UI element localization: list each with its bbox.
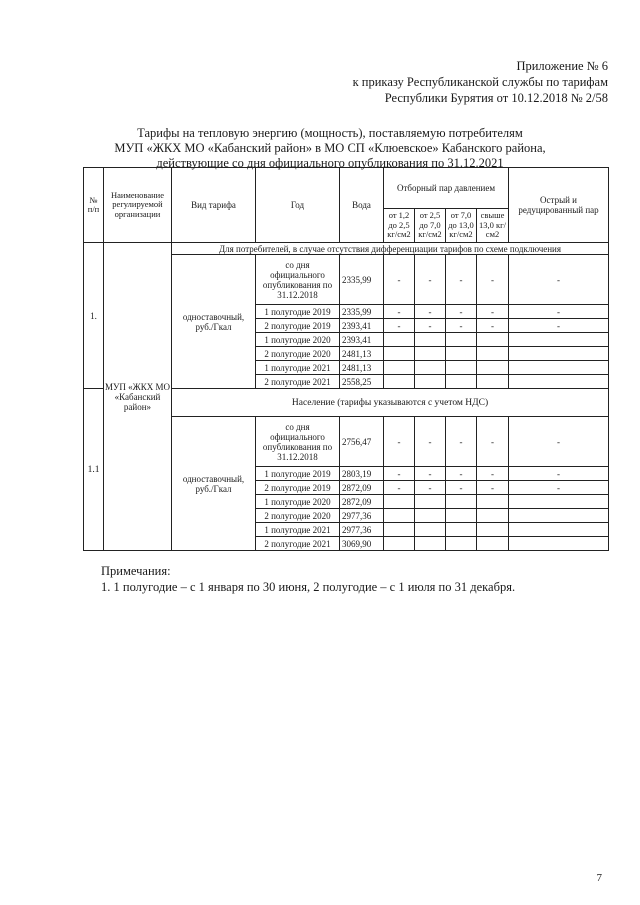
steam-value: -: [509, 319, 609, 333]
steam-value: -: [415, 467, 446, 481]
steam-value: [384, 347, 415, 361]
water-value: 2977,36: [340, 523, 384, 537]
period-cell: 2 полугодие 2019: [256, 481, 340, 495]
steam-value: [384, 375, 415, 389]
steam-value: -: [446, 467, 477, 481]
steam-value: [477, 361, 509, 375]
steam-value: -: [415, 481, 446, 495]
document-title: [60, 126, 600, 171]
period-cell: 1 полугодие 2021: [256, 523, 340, 537]
appendix-line-3: Республики Бурятия от 10.12.2018 № 2/58: [384, 91, 608, 105]
steam-value: -: [446, 481, 477, 495]
steam-value: [446, 523, 477, 537]
steam-value: [446, 509, 477, 523]
steam-value: [446, 375, 477, 389]
water-value: 2335,99: [340, 255, 384, 305]
water-value: 2335,99: [340, 305, 384, 319]
steam-value: [446, 361, 477, 375]
water-value: 2393,41: [340, 319, 384, 333]
steam-value: [415, 347, 446, 361]
steam-value: [477, 347, 509, 361]
steam-value: -: [446, 305, 477, 319]
tariff-type: одноставочный, руб./Гкал: [172, 255, 256, 389]
steam-value: -: [477, 305, 509, 319]
section-label: Население (тарифы указываются с учетом НДС): [172, 389, 609, 417]
tariff-table: [83, 167, 609, 551]
title-line-1: Тарифы на тепловую энергию (мощность), поставляемую потребителям: [137, 126, 523, 140]
steam-value: [384, 333, 415, 347]
title-line-2: МУП «ЖКХ МО «Кабанский район» в МО СП «Клюевское» Кабанского района,: [114, 141, 546, 155]
steam-value: [384, 495, 415, 509]
steam-value: -: [384, 481, 415, 495]
header-year: Год: [256, 168, 340, 243]
steam-value: [384, 509, 415, 523]
steam-value: [415, 495, 446, 509]
steam-value: [384, 523, 415, 537]
steam-value: [446, 495, 477, 509]
steam-value: [509, 361, 609, 375]
steam-value: -: [509, 305, 609, 319]
steam-value: [477, 509, 509, 523]
steam-value: [509, 495, 609, 509]
water-value: 2803,19: [340, 467, 384, 481]
water-value: 2481,13: [340, 347, 384, 361]
steam-value: -: [509, 467, 609, 481]
water-value: 2481,13: [340, 361, 384, 375]
water-value: 2756,47: [340, 417, 384, 467]
steam-value: [477, 495, 509, 509]
steam-value: [477, 375, 509, 389]
period-cell: 2 полугодие 2021: [256, 537, 340, 551]
steam-value: -: [509, 481, 609, 495]
steam-value: -: [415, 255, 446, 305]
steam-value: -: [384, 417, 415, 467]
notes-item-1: 1. 1 полугодие – с 1 января по 30 июня, 2 полугодие – с 1 июля по 31 декабря.: [101, 580, 516, 594]
steam-value: -: [509, 417, 609, 467]
steam-value: -: [415, 417, 446, 467]
row-number: 1.: [84, 243, 104, 389]
steam-value: -: [477, 319, 509, 333]
water-value: 2558,25: [340, 375, 384, 389]
steam-value: [509, 375, 609, 389]
steam-value: [415, 509, 446, 523]
header-steam: Отборный пар давлением: [384, 168, 509, 209]
period-cell: 1 полугодие 2020: [256, 333, 340, 347]
steam-value: -: [384, 255, 415, 305]
header-steam-col: от 1,2 до 2,5 кг/см2: [384, 209, 415, 243]
header-sharp-steam: Острый и редуцированный пар: [509, 168, 609, 243]
steam-value: [415, 375, 446, 389]
section-label: Для потребителей, в случае отсутствия дифференциации тарифов по схеме подключения: [172, 243, 609, 255]
steam-value: -: [477, 467, 509, 481]
notes: [101, 563, 515, 595]
steam-value: -: [446, 319, 477, 333]
header-num: № п/п: [84, 168, 104, 243]
steam-value: -: [477, 417, 509, 467]
steam-value: -: [446, 255, 477, 305]
steam-value: [415, 537, 446, 551]
tariff-type: одноставочный, руб./Гкал: [172, 417, 256, 551]
header-row-1: [84, 168, 609, 209]
header-tariff-type: Вид тарифа: [172, 168, 256, 243]
steam-value: [384, 361, 415, 375]
water-value: 2872,09: [340, 481, 384, 495]
water-value: 3069,90: [340, 537, 384, 551]
steam-value: [446, 333, 477, 347]
steam-value: [415, 523, 446, 537]
steam-value: -: [477, 481, 509, 495]
steam-value: [509, 523, 609, 537]
period-cell: 2 полугодие 2020: [256, 509, 340, 523]
steam-value: -: [384, 467, 415, 481]
page-number: 7: [596, 872, 602, 884]
section-label-row: [84, 243, 609, 255]
steam-value: [384, 537, 415, 551]
steam-value: [477, 537, 509, 551]
steam-value: [509, 509, 609, 523]
period-cell: со дня официального опубликования по 31.12.2018: [256, 255, 340, 305]
steam-value: [446, 347, 477, 361]
header-steam-col: от 2,5 до 7,0 кг/см2: [415, 209, 446, 243]
appendix-line-2: к приказу Республиканской службы по тарифам: [352, 75, 608, 89]
water-value: 2872,09: [340, 495, 384, 509]
steam-value: -: [384, 305, 415, 319]
steam-value: [509, 333, 609, 347]
period-cell: 1 полугодие 2021: [256, 361, 340, 375]
steam-value: -: [446, 417, 477, 467]
period-cell: 1 полугодие 2019: [256, 305, 340, 319]
period-cell: 1 полугодие 2019: [256, 467, 340, 481]
steam-value: [477, 523, 509, 537]
header-water: Вода: [340, 168, 384, 243]
steam-value: [446, 537, 477, 551]
steam-value: -: [509, 255, 609, 305]
period-cell: 2 полугодие 2020: [256, 347, 340, 361]
title-line-3: действующие со дня официального опубликования по 31.12.2021: [156, 156, 504, 170]
steam-value: -: [415, 305, 446, 319]
header-org: Наименование регулируемой организации: [104, 168, 172, 243]
water-value: 2977,36: [340, 509, 384, 523]
appendix-header: [353, 58, 608, 106]
steam-value: -: [415, 319, 446, 333]
notes-heading: Примечания:: [101, 564, 171, 578]
steam-value: [509, 347, 609, 361]
period-cell: 2 полугодие 2021: [256, 375, 340, 389]
header-steam-col: свыше 13,0 кг/см2: [477, 209, 509, 243]
period-cell: со дня официального опубликования по 31.12.2018: [256, 417, 340, 467]
steam-value: [477, 333, 509, 347]
steam-value: [415, 333, 446, 347]
steam-value: -: [477, 255, 509, 305]
period-cell: 1 полугодие 2020: [256, 495, 340, 509]
steam-value: [415, 361, 446, 375]
steam-value: -: [384, 319, 415, 333]
appendix-line-1: Приложение № 6: [516, 59, 608, 73]
period-cell: 2 полугодие 2019: [256, 319, 340, 333]
organization-name: МУП «ЖКХ МО «Кабанский район»: [104, 243, 172, 551]
row-number: 1.1: [84, 389, 104, 551]
header-steam-col: от 7,0 до 13,0 кг/см2: [446, 209, 477, 243]
steam-value: [509, 537, 609, 551]
water-value: 2393,41: [340, 333, 384, 347]
